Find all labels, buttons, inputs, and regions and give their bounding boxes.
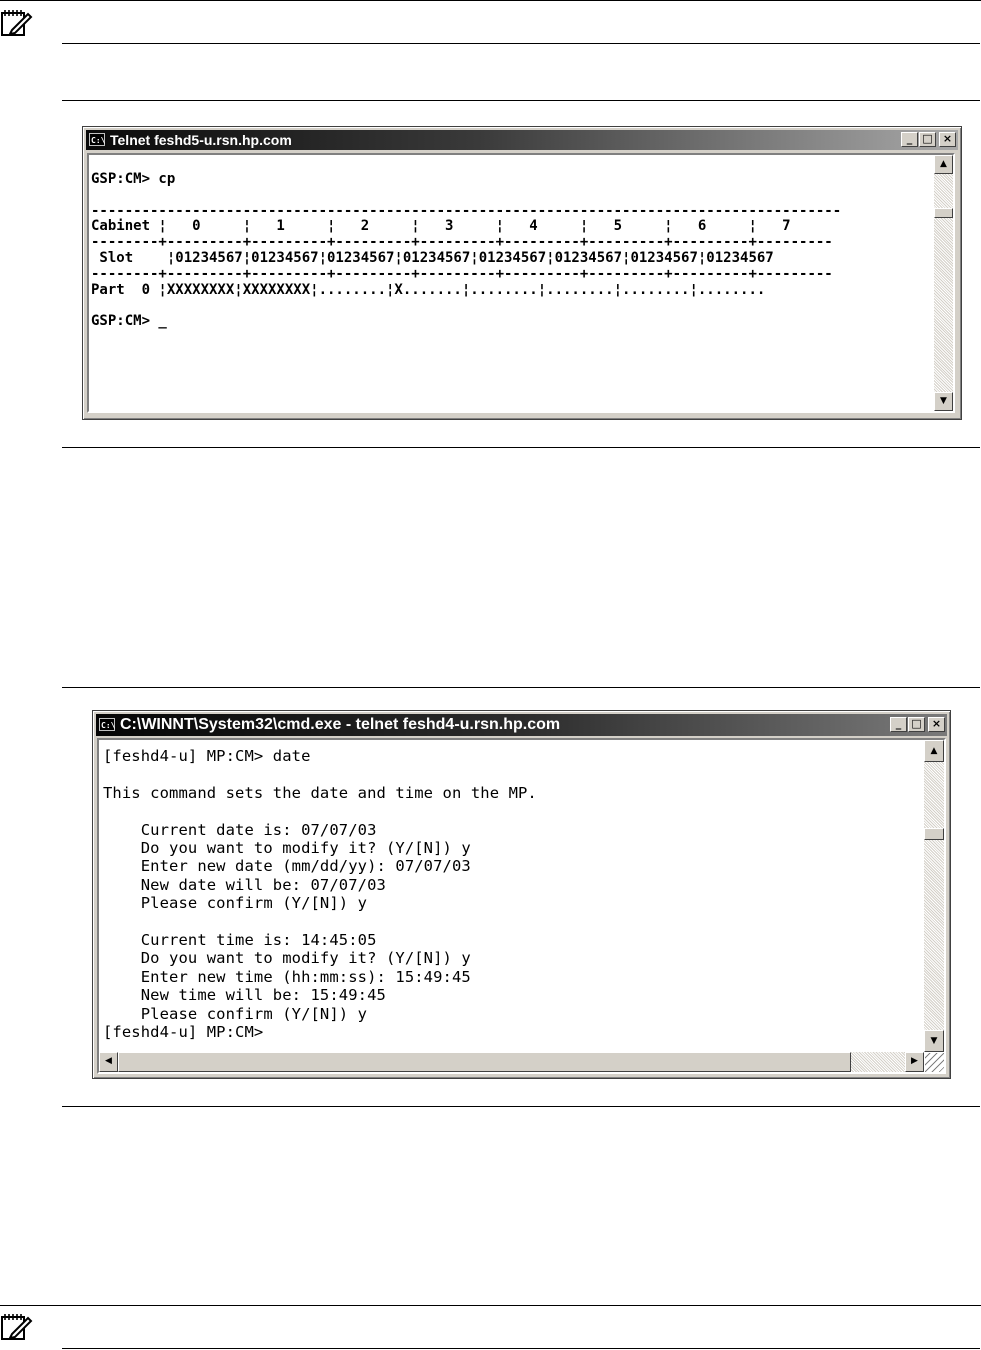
terminal-output <box>91 172 841 330</box>
terminal-line: --------+---------+---------+---------+---------+---------+---------+---------+--------- <box>91 234 833 251</box>
terminal-line: [feshd4-u] MP:CM> date <box>103 747 311 765</box>
terminal-line: Part 0 ¦XXXXXXXX¦XXXXXXXX¦........¦X.......¦........¦........¦........¦........ <box>91 281 766 298</box>
horizontal-scrollbar[interactable] <box>99 1052 924 1072</box>
terminal-line: Please confirm (Y/[N]) y <box>103 1004 368 1023</box>
figure-top-rule <box>62 100 980 101</box>
terminal-area[interactable] <box>87 153 955 413</box>
terminal-line: Do you want to modify it? (Y/[N]) y <box>103 949 471 968</box>
terminal-line: Cabinet ¦ 0 ¦ 1 ¦ 2 ¦ 3 ¦ 4 ¦ 5 ¦ 6 ¦ 7 <box>91 218 791 235</box>
note-bottom-rule <box>62 1348 980 1349</box>
terminal-line <box>91 188 841 204</box>
terminal-line: Please confirm (Y/[N]) y <box>103 894 368 913</box>
maximize-button[interactable]: □ <box>919 132 936 147</box>
terminal-line: GSP:CM> _ <box>91 313 167 330</box>
window-title: C:\WINNT\System32\cmd.exe - telnet feshd4-u.rsn.hp.com <box>120 716 561 733</box>
resize-grip[interactable] <box>925 1053 944 1072</box>
note-pencil-icon <box>0 8 34 38</box>
minimize-button[interactable]: _ <box>890 717 907 732</box>
terminal-line: ----------------------------------------------------------------------------------------- <box>91 202 842 219</box>
terminal-line <box>103 765 537 783</box>
console-window-icon[interactable]: C:\ <box>89 133 105 146</box>
horizontal-scroll-thumb[interactable] <box>118 1052 851 1072</box>
terminal-line: Slot ¦01234567¦01234567¦01234567¦01234567¦01234567¦01234567¦01234567¦01234567 <box>91 249 774 266</box>
note-pencil-icon <box>0 1312 34 1342</box>
terminal-line: Do you want to modify it? (Y/[N]) y <box>103 839 471 858</box>
vertical-scrollbar[interactable] <box>934 155 953 411</box>
title-bar[interactable] <box>96 714 947 736</box>
scroll-thumb[interactable] <box>924 828 944 840</box>
terminal-line: New date will be: 07/07/03 <box>103 875 386 894</box>
terminal-line: [feshd4-u] MP:CM> <box>103 1023 264 1042</box>
terminal-line: Enter new time (hh:mm:ss): 15:49:45 <box>103 967 471 986</box>
terminal-area[interactable] <box>97 738 946 1074</box>
close-button[interactable]: × <box>928 717 945 732</box>
terminal-line <box>91 298 841 314</box>
scroll-down-button[interactable]: ▼ <box>934 392 953 411</box>
scroll-left-button[interactable]: ◀ <box>99 1052 118 1072</box>
console-window-icon[interactable]: C:\ <box>99 718 115 731</box>
note-top-rule <box>0 1305 981 1306</box>
scroll-up-button[interactable]: ▲ <box>934 155 953 174</box>
terminal-output <box>103 747 537 1042</box>
terminal-line: Enter new date (mm/dd/yy): 07/07/03 <box>103 857 471 876</box>
minimize-button[interactable]: _ <box>901 132 918 147</box>
figure-bottom-rule <box>62 447 980 448</box>
terminal-line: New time will be: 15:49:45 <box>103 986 386 1005</box>
close-button[interactable]: × <box>939 132 956 147</box>
terminal-line <box>103 802 537 820</box>
window-title: Telnet feshd5-u.rsn.hp.com <box>110 132 292 148</box>
note-bottom-rule <box>62 43 980 44</box>
telnet-gsp-window[interactable] <box>82 126 962 420</box>
terminal-line: GSP:CM> cp <box>91 171 176 187</box>
terminal-line: Current time is: 14:45:05 <box>103 931 377 950</box>
note-top-rule <box>0 0 981 1</box>
scroll-up-button[interactable]: ▲ <box>924 740 944 762</box>
terminal-line <box>103 913 537 931</box>
cmd-telnet-mp-window[interactable] <box>92 710 951 1079</box>
maximize-button[interactable]: □ <box>908 717 925 732</box>
figure-top-rule <box>62 687 980 688</box>
terminal-line: --------+---------+---------+---------+---------+---------+---------+---------+--------- <box>91 265 833 282</box>
terminal-line: This command sets the date and time on the MP. <box>103 783 537 802</box>
title-bar[interactable] <box>86 130 958 150</box>
terminal-line: Current date is: 07/07/03 <box>103 820 377 839</box>
vertical-scrollbar[interactable] <box>924 740 944 1052</box>
figure-bottom-rule <box>62 1106 980 1107</box>
scroll-thumb[interactable] <box>934 208 953 218</box>
scroll-down-button[interactable]: ▼ <box>924 1030 944 1052</box>
scroll-right-button[interactable]: ▶ <box>905 1052 924 1072</box>
